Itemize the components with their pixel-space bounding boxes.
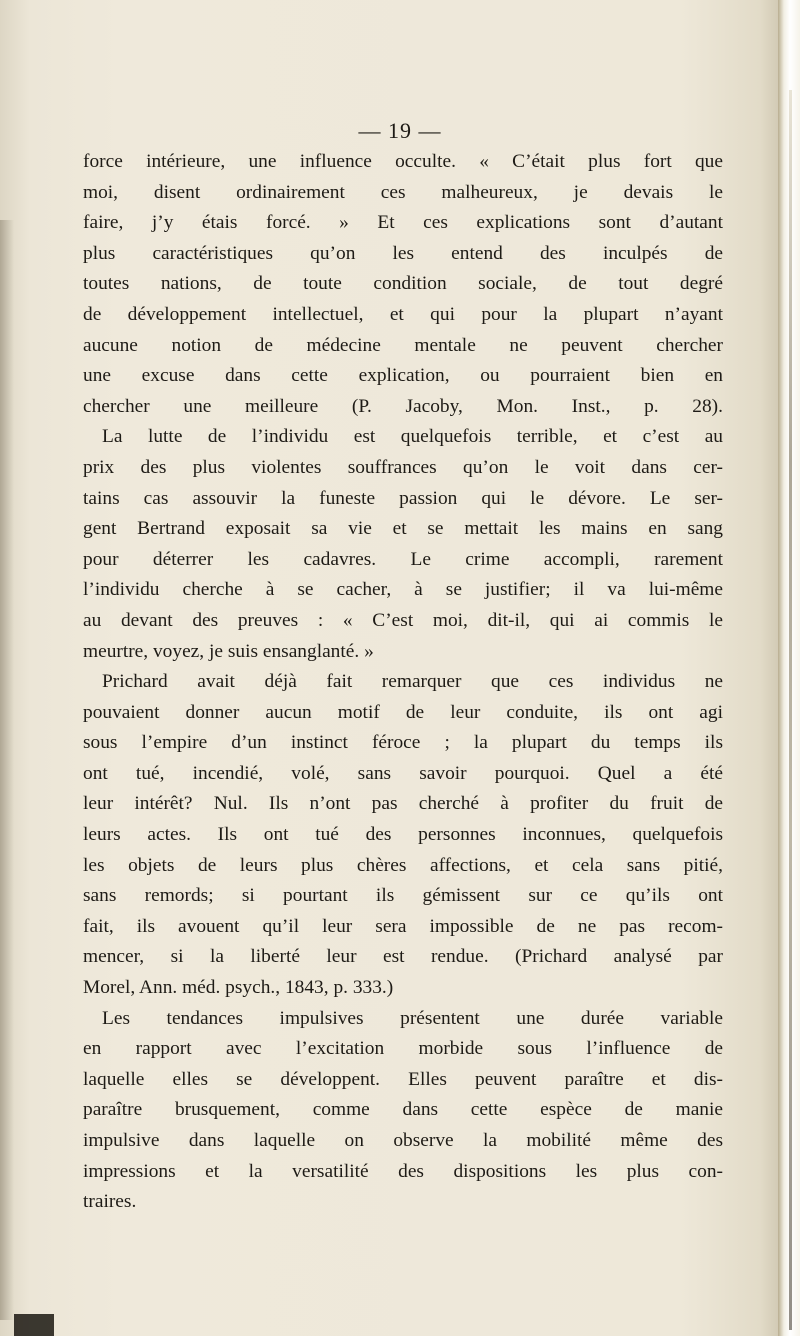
text-line: La lutte de l’individu est quelquefois terrible, et c’est au: [102, 426, 723, 448]
text-line: chercher une meilleure (P. Jacoby, Mon. Inst., p. 28).: [83, 395, 723, 417]
text-line: au devant des preuves : « C’est moi, dit-il, qui ai commis le: [83, 609, 723, 631]
text-line: les objets de leurs plus chères affections, et cela sans pitié,: [83, 854, 723, 876]
text-line: faire, j’y étais forcé. » Et ces explications sont d’autant: [83, 212, 723, 234]
text-line: sous l’empire d’un instinct féroce ; la plupart du temps ils: [83, 732, 723, 754]
text-line: en rapport avec l’excitation morbide sous l’influence de: [83, 1038, 723, 1060]
text-line: prix des plus violentes souffrances qu’on le voit dans cer-: [83, 456, 723, 478]
text-line: aucune notion de médecine mentale ne peuvent chercher: [83, 334, 723, 356]
text-line: pour déterrer les cadavres. Le crime accompli, rarement: [83, 548, 723, 570]
text-line: Morel, Ann. méd. psych., 1843, p. 333.): [83, 977, 394, 999]
text-line: traires.: [83, 1191, 137, 1213]
text-line: Les tendances impulsives présentent une durée variable: [102, 1007, 723, 1029]
text-line: meurtre, voyez, je suis ensanglanté. »: [83, 640, 374, 662]
text-line: ont tué, incendié, volé, sans savoir pourquoi. Quel a été: [83, 762, 723, 784]
text-line: plus caractéristiques qu’on les entend des inculpés de: [83, 242, 723, 264]
text-line: laquelle elles se développent. Elles peuvent paraître et dis-: [83, 1068, 723, 1090]
text-line: toutes nations, de toute condition sociale, de tout degré: [83, 273, 723, 295]
scan-corner-mark: [14, 1314, 54, 1336]
text-line: gent Bertrand exposait sa vie et se mettait les mains en sang: [83, 518, 723, 540]
text-line: une excuse dans cette explication, ou pourraient bien en: [83, 365, 723, 387]
page-number: — 19 —: [358, 118, 442, 143]
text-line: impressions et la versatilité des dispositions les plus con-: [83, 1160, 723, 1182]
text-line: de développement intellectuel, et qui pour la plupart n’ayant: [83, 303, 723, 325]
page-left-shadow: [0, 220, 14, 1320]
text-line: paraître brusquement, comme dans cette espèce de manie: [83, 1099, 723, 1121]
text-line: tains cas assouvir la funeste passion qui le dévore. Le ser-: [83, 487, 723, 509]
body-text: [83, 147, 723, 1218]
text-line: impulsive dans laquelle on observe la mobilité même des: [83, 1130, 723, 1151]
text-line: sans remords; si pourtant ils gémissent sur ce qu’ils ont: [83, 885, 723, 907]
text-line: pouvaient donner aucun motif de leur conduite, ils ont agi: [83, 701, 723, 723]
text-line: fait, ils avouent qu’il leur sera impossible de ne pas recom-: [83, 915, 723, 937]
binding-edge: [789, 90, 792, 1330]
text-line: leurs actes. Ils ont tué des personnes inconnues, quelquefois: [83, 824, 723, 846]
text-line: leur intérêt? Nul. Ils n’ont pas cherché à profiter du fruit de: [83, 793, 723, 815]
text-line: mencer, si la liberté leur est rendue. (Prichard analysé par: [83, 946, 723, 968]
text-line: force intérieure, une influence occulte. « C’était plus fort que: [83, 151, 723, 172]
text-line: l’individu cherche à se cacher, à se justifier; il va lui-même: [83, 579, 723, 601]
text-line: Prichard avait déjà fait remarquer que ces individus ne: [102, 671, 723, 693]
text-line: moi, disent ordinairement ces malheureux, je devais le: [83, 181, 723, 203]
